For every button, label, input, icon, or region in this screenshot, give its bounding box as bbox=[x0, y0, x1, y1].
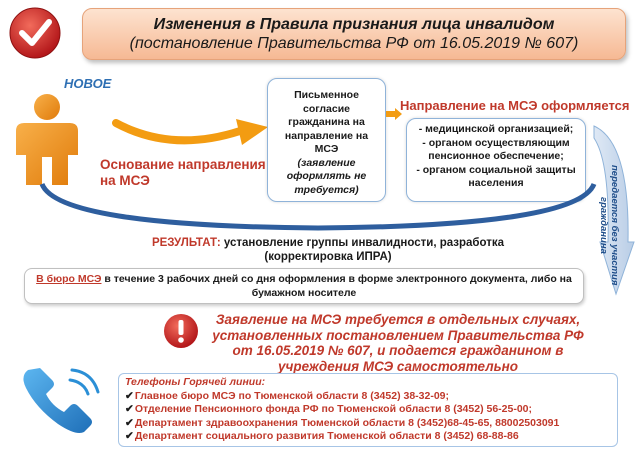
bureau-text: в течение 3 рабочих дней со дня оформления в форме электронного документа, либо на бумажном носителе bbox=[101, 273, 572, 299]
hotline-box bbox=[118, 373, 618, 447]
issuer-item: - органом осуществляющим пенсионное обеспечение; bbox=[422, 136, 570, 162]
page-title bbox=[82, 8, 626, 60]
hotline-item: ✔ Главное бюро МСЭ по Тюменской области 8 (3452) 38-32-09; bbox=[125, 390, 611, 404]
application-note: Заявление на МСЭ требуется в отдельных случаях, установленных постановлением Правительства РФ от 16.05.2019 № 607, и подается гражданином в учреждения МСЭ самостоятельно bbox=[212, 312, 584, 374]
bureau-label: В бюро МСЭ bbox=[36, 273, 102, 285]
title-reference: (постановление Правительства РФ от 16.05.2019 № 607) bbox=[129, 35, 579, 52]
hotline-title: Телефоны Горячей линии: bbox=[125, 376, 266, 388]
phone-icon bbox=[18, 362, 108, 434]
referral-issued-title: Направление на МСЭ оформляется bbox=[400, 98, 630, 113]
consent-note: (заявление оформлять не требуется) bbox=[286, 156, 367, 196]
hotline-item: ✔ Отделение Пенсионного фонда РФ по Тюменской области 8 (3452) 56-25-00; bbox=[125, 403, 611, 417]
flow-curve-icon bbox=[38, 180, 598, 240]
hotline-item: ✔ Департамент социального развития Тюменской области 8 (3452) 68-88-86 bbox=[125, 430, 611, 444]
check-badge-icon bbox=[8, 6, 62, 60]
new-label: НОВОЕ bbox=[64, 76, 112, 91]
person-icon bbox=[14, 93, 80, 189]
warning-icon bbox=[163, 313, 199, 349]
result-body: установление группы инвалидности, разработка (корректировка ИПРА) bbox=[220, 237, 505, 263]
transfer-note: передается без участия гражданина bbox=[598, 164, 620, 286]
bureau-box bbox=[24, 268, 584, 304]
orange-arrow-icon bbox=[112, 113, 270, 153]
hotline-item: ✔ Департамент здравоохранения Тюменской области 8 (3452)68-45-65, 88002503091 bbox=[125, 417, 611, 431]
consent-text: Письменное согласие гражданина на направление на МСЭ bbox=[284, 89, 369, 155]
result-text bbox=[118, 236, 538, 264]
result-label: РЕЗУЛЬТАТ: bbox=[151, 237, 221, 249]
referral-basis-label: Основание направления на МСЭ bbox=[100, 157, 266, 188]
issuer-item: - органом социальной защиты населения bbox=[416, 163, 576, 189]
title-main: Изменения в Правила признания лица инвалидом bbox=[153, 16, 555, 33]
issuer-item: - медицинской организацией; bbox=[418, 123, 574, 135]
